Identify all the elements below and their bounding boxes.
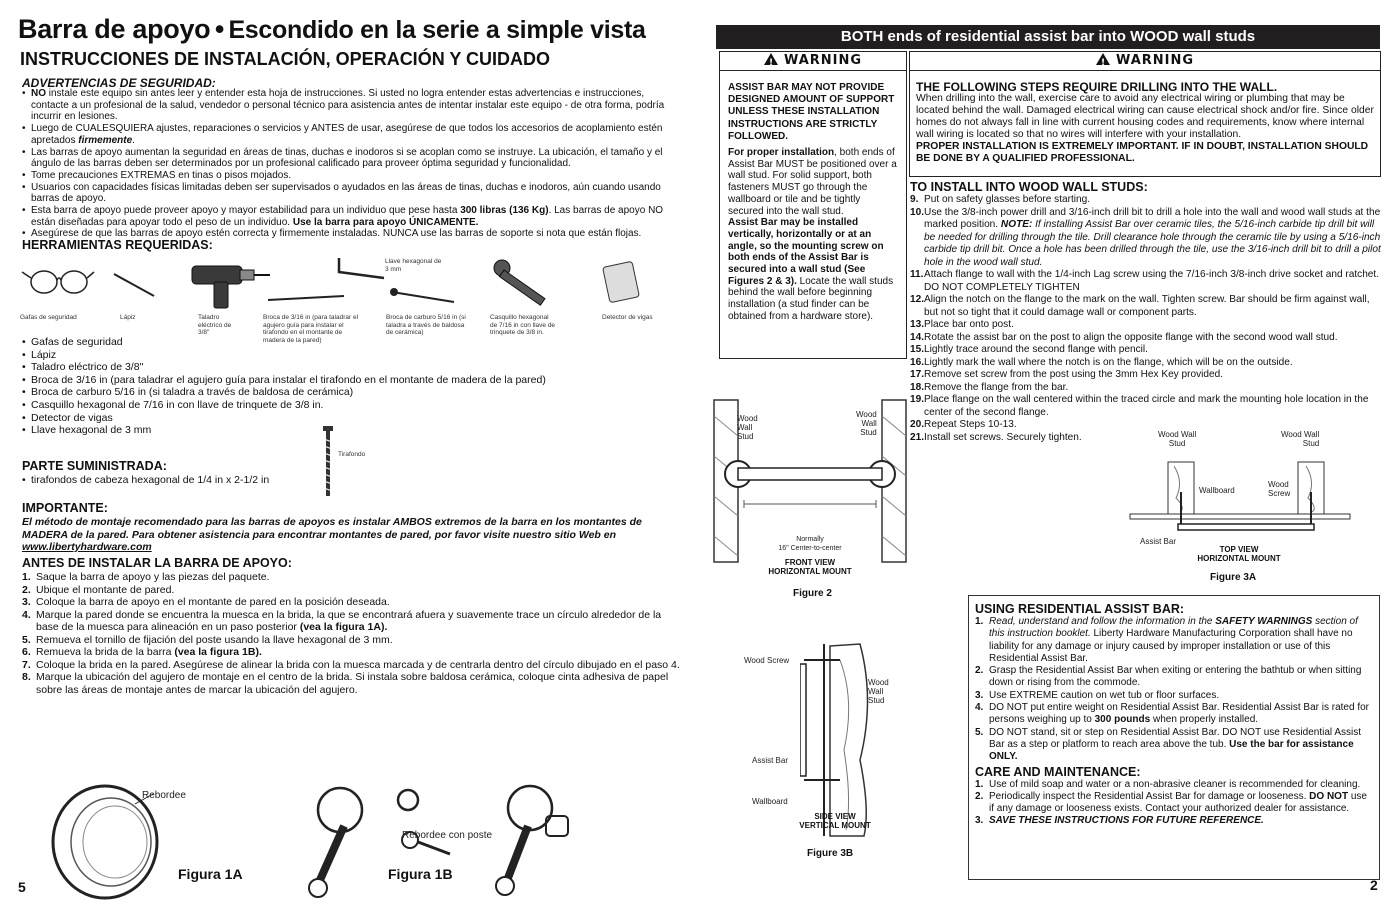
step-number: 1. [975, 778, 984, 790]
tirafondo-label: Tirafondo [338, 451, 366, 458]
step-number: 16. [910, 356, 925, 368]
safety-text: Luego de CUALESQUIERA ajustes, reparaciones o servicios y ANTES de usar, asegúrese de que todos los accesorios de acoplamiento estén apretados [31, 123, 663, 146]
install-step [910, 194, 1382, 207]
fig3a-stud-right: Wood Wall Stud [1281, 430, 1320, 448]
step-text [924, 382, 1382, 395]
step-text [989, 791, 1371, 816]
using-step [975, 702, 1371, 727]
warning-drilling-text: When drilling into the wall, exercise care to avoid any electrical wiring or plumbing that may be located behind the wall. Damaged electrical wiring can cause electrical shock and/or fire. Since older homes do not always fall in line with current housing codes and requirements, know where internal wall wiring is located so that no wires will interfere with your installation. [916, 93, 1374, 140]
step-text-part: Align the notch on the flange to the mark on the wall. Tighten screw. Bar should be firm against wall, but not so tight that it could damage wall or component parts. [924, 294, 1370, 318]
tool-list-item: • Gafas de seguridad [22, 336, 642, 349]
warning-drilling-bold2: PROPER INSTALLATION IS EXTREMELY IMPORTANT. IF IN DOUBT, INSTALLATION SHOULD BE DONE BY A QUALIFIED PROFESSIONAL. [916, 141, 1369, 164]
page-number-left: 5 [18, 879, 26, 895]
step-text-part: SAVE THESE INSTRUCTIONS FOR FUTURE REFERENCE. [989, 815, 1264, 827]
step-text [924, 332, 1382, 345]
step-number: 4. [975, 702, 984, 714]
important-text: El método de montaje recomendado para las barras de apoyos es instalar AMBOS extremos de la barra en los montantes de MADERA de la pared. Para obtener asistencia para encontrar montantes de pared, por favor visite nuestro sitio Web en www.libertyhardware.com [22, 516, 642, 553]
page-subtitle: INSTRUCCIONES DE INSTALACIÓN, OPERACIÓN Y CUIDADO [20, 49, 551, 69]
tool-list-item: • Casquillo hexagonal de 7/16 in con llave de trinquete de 3/8 in. [22, 399, 642, 412]
wood-studs-banner: BOTH ends of residential assist bar into WOOD wall studs [716, 25, 1380, 49]
page-number-right: 2 [1370, 877, 1378, 893]
tool-list-item: • Llave hexagonal de 3 mm [22, 424, 642, 437]
safety-item [22, 170, 682, 182]
step-text-part: Saque la barra de apoyo y las piezas del paquete. [36, 571, 270, 583]
safety-glasses-icon [22, 271, 94, 293]
step-text-part: Put on safety glasses before starting. [924, 194, 1091, 205]
before-heading: ANTES DE INSTALAR LA BARRA DE APOYO: [22, 556, 292, 570]
care-step [975, 791, 1371, 816]
install-step [910, 332, 1382, 345]
step-text [924, 344, 1382, 357]
step-text [36, 634, 682, 647]
figure-1a-label: Figura 1A [178, 866, 243, 882]
title-series: Escondido en la serie a simple vista [228, 16, 646, 44]
step-text-part: Coloque la barra de apoyo en el montante de pared en la posición deseada. [36, 596, 390, 608]
parts-list [22, 474, 322, 487]
fig2-stud-right: Wood Wall Stud [856, 410, 877, 437]
figure-3b-illustration [800, 640, 930, 840]
tool-caption-bit-516: Broca de carburo 5/16 in (si taladra a través de baldosa de cerámica) [386, 314, 466, 336]
install-step [910, 269, 1382, 294]
step-text [989, 727, 1371, 764]
before-step [22, 571, 682, 584]
step-text [924, 294, 1382, 319]
step-text-part: Marque la ubicación del agujero de montaje en el centro de la brida. Si instala sobre baldosa cerámica, coloque cinta adhesiva de papel sobre las áreas de montaje antes de marcar la ubicación del agujero. [36, 671, 669, 696]
figure-1b-label: Figura 1B [388, 866, 453, 882]
warning-box-drilling [909, 51, 1381, 177]
install-step [910, 207, 1382, 270]
tools-heading: HERRAMIENTAS REQUERIDAS: [22, 238, 213, 252]
safety-text: NO [31, 88, 46, 99]
step-number: 12. [910, 294, 925, 305]
safety-item [22, 147, 682, 170]
before-step [22, 596, 682, 609]
fig3a-wood-screw: Wood Screw [1268, 480, 1291, 498]
step-text [989, 690, 1371, 702]
safety-list [22, 88, 682, 240]
step-number: 7. [22, 658, 31, 671]
care-step [975, 779, 1371, 791]
right-page [700, 0, 1400, 912]
fig2-stud-left: Wood Wall Stud [737, 414, 758, 441]
step-text [924, 269, 1382, 294]
tool-caption-glasses: Gafas de seguridad [20, 314, 77, 321]
step-text-part: Attach flange to wall with the 1/4-inch Lag screw using the 7/16-inch 3/8-inch drive socket and ratchet. DO NOT COMPLETELY TIGHTEN [924, 269, 1380, 293]
warning-support-p2: For proper installation, both ends of Assist Bar MUST be positioned over a wall stud. For solid support, both fasteners MUST go through the wallboard or tile and be tightly secured into the wall stud. [728, 147, 897, 217]
install-step [910, 382, 1382, 395]
tool-caption-stud-detector: Detector de vigas [602, 314, 653, 321]
safety-item [22, 123, 682, 146]
install-step [910, 369, 1382, 382]
step-text [924, 319, 1382, 332]
before-step [22, 671, 682, 696]
tool-caption-bit-316: Broca de 3/16 in (para taladrar el agujero guía para instalar el tirafondo en el montante de madera de la pared) [263, 314, 359, 344]
step-text-part: Coloque la brida en la pared. Asegúrese de alinear la brida con la muesca marcada y de centrarla dentro del círculo dibujado en el paso 4. [36, 658, 680, 671]
fig2-normally: Normally 16" Center-to-center [778, 536, 842, 552]
step-text [989, 665, 1371, 690]
page-title [18, 14, 646, 45]
part-item: • tirafondos de cabeza hexagonal de 1/4 in x 2-1/2 in [22, 474, 322, 487]
fig3b-wallboard: Wallboard [752, 797, 788, 806]
step-text-part: Remove the flange from the bar. [924, 381, 1069, 393]
step-text [36, 671, 682, 696]
power-drill-icon [192, 266, 270, 308]
step-number: 15. [910, 344, 925, 355]
figure-3b-label: Figure 3B [807, 848, 854, 859]
step-text [36, 596, 682, 609]
safety-text: Use la barra para apoyo ÚNICAMENTE. [292, 216, 479, 228]
rebordee-poste-label: Rebordee con poste [402, 830, 493, 841]
step-text [989, 779, 1371, 791]
step-text [924, 194, 1382, 207]
install-step [910, 357, 1382, 370]
step-text-part: when properly installed. [1150, 714, 1259, 726]
tool-list-item: • Taladro eléctrico de 3/8" [22, 361, 642, 374]
step-text [924, 207, 1382, 270]
using-step [975, 616, 1371, 665]
step-text [36, 659, 682, 672]
title-bullet: • [214, 14, 224, 44]
fig3b-assist-bar: Assist Bar [752, 756, 789, 765]
tool-list-item: • Broca de 3/16 in (para taladrar el agujero guía para instalar el tirafondo en el montante de madera de la pared) [22, 374, 642, 387]
step-text-part: Liberty Hardware Manufacturing Corporation shall have no liability for any damage or injury caused by improper installation or use of this Residential Assist Bar. [989, 628, 1353, 664]
safety-text: Usuarios con capacidades físicas limitadas deben ser supervisados o ayudados en las áreas de tinas, duchas e inodoros, aún cuando usando barras de apoyo. [31, 181, 661, 205]
step-number: 3. [22, 596, 31, 608]
step-number: 20. [910, 419, 925, 430]
install-step [910, 294, 1382, 319]
using-step [975, 690, 1371, 702]
install-step [910, 394, 1382, 419]
using-step [975, 665, 1371, 690]
tool-illustrations [14, 252, 694, 317]
step-number: 11. [910, 269, 924, 280]
step-text [36, 609, 682, 634]
step-number: 4. [22, 608, 31, 621]
using-care-box [968, 595, 1380, 880]
step-number: 2. [975, 665, 984, 677]
fig3a-assist-bar: Assist Bar [1140, 537, 1177, 546]
step-number: 8. [22, 671, 31, 683]
step-text-part: NOTE: [1000, 219, 1033, 230]
safety-text: Esta barra de apoyo puede proveer apoyo y mayor estabilidad para un individuo que pese hasta [31, 205, 461, 217]
stud-detector-icon [603, 261, 640, 302]
step-text-part: DO NOT [1309, 790, 1349, 802]
step-text-part: Lightly mark the wall where the notch is on the flange, which will be on the outside. [924, 356, 1293, 368]
step-number: 18. [910, 381, 925, 393]
tool-caption-hex-key: Llave hexagonal de 3 mm [385, 258, 442, 273]
warning-support-p3: Assist Bar may be installed vertically, horizontally or at an angle, so the mounting screw on both ends of the Assist Bar is secured into a wall stud (See Figures 2 & 3). Locate the wall studs behind the wall before beginning installation (a stud finder can be obtained from a hardware store). [728, 217, 894, 322]
safety-text: . [132, 134, 135, 146]
step-text-part: Place bar onto post. [924, 319, 1014, 330]
warning-header: !WARNING [720, 52, 906, 71]
fig3b-wood-screw: Wood Screw [744, 656, 790, 665]
step-text-part: If installing Assist Bar over ceramic tiles, the 5/16-inch carbide tip drill bit will be needed for drilling through the tile. Drill clearance hole through the ceramic tile by using a 5/16-inch carbide tip drill bit. Once a hole has been drilled through the tile, use the 3/16-inch drill bit to drill a pilot hole in the wood wall stud. [924, 219, 1381, 268]
before-step [22, 609, 682, 634]
step-number: 5. [975, 726, 984, 738]
before-step [22, 646, 682, 659]
using-heading: USING RESIDENTIAL ASSIST BAR: [975, 602, 1185, 616]
figure-3a-label: Figure 3A [1210, 572, 1257, 583]
using-steps-list [975, 616, 1371, 764]
ratchet-icon [494, 260, 545, 305]
step-text-part: use if any damage or looseness exists. Contact your authorized dealer for assistance. [989, 790, 1367, 815]
parts-heading: PARTE SUMINISTRADA: [22, 459, 167, 473]
figure-2-label: Figure 2 [793, 588, 832, 599]
before-step [22, 659, 682, 672]
safety-item [22, 182, 682, 205]
step-number: 19. [910, 394, 925, 405]
step-number: 3. [975, 815, 984, 827]
install-steps-list [910, 194, 1382, 444]
step-text [989, 702, 1371, 727]
rebordee-label: Rebordee [142, 790, 186, 801]
step-text-part: Use the bar for assistance ONLY. [989, 738, 1354, 763]
warning-triangle-icon [764, 53, 778, 65]
step-number: 1. [22, 571, 31, 583]
step-text-part: Repeat Steps 10-13. [924, 419, 1017, 430]
step-text-part: SAFETY WARNINGS [1215, 616, 1313, 627]
step-text-part: Use the 3/8-inch power drill and 3/16-inch drill bit to drill a hole into the wall and wood wall studs at the marked position. [924, 206, 1381, 230]
step-text-part: Place flange on the wall centered within the traced circle and mark the mounting hole location in the center of the second flange. [924, 394, 1369, 418]
warning-header: !WARNING [910, 52, 1380, 71]
step-text-part: section of this instruction booklet. [989, 616, 1358, 640]
fig3a-stud-left: Wood Wall Stud [1158, 430, 1197, 448]
safety-text: instale este equipo sin antes leer y entender esta hoja de instrucciones. Si usted no logra entender estas advertencias e instrucciones, contacte a un profesional de la salud, vendedor o personal técnico para asistencia antes de intentar instalar este equipo - de otra forma, podría incurrir en lesiones. [31, 88, 665, 123]
hex-key-icon [339, 258, 384, 278]
step-number: 9. [910, 194, 919, 205]
step-text-part: DO NOT put entire weight on Residential Assist Bar. Residential Assist Bar is rated for persons weighing up to [989, 702, 1369, 726]
step-text-part: Use of mild soap and water or a non-abrasive cleaner is recommended for cleaning. [989, 778, 1361, 790]
tool-list-item: • Detector de vigas [22, 412, 642, 425]
tool-list-item: • Lápiz [22, 349, 642, 362]
important-heading: IMPORTANTE: [22, 501, 108, 515]
warning-support-bold: ASSIST BAR MAY NOT PROVIDE DESIGNED AMOUNT OF SUPPORT UNLESS THESE INSTALLATION INSTRUCTIONS ARE STRICTLY FOLLOWED. [728, 82, 895, 142]
before-steps-list [22, 571, 682, 696]
step-number: 10. [910, 206, 925, 218]
step-number: 13. [910, 319, 925, 330]
safety-item [22, 88, 682, 123]
tool-caption-ratchet: Casquillo hexagonal de 7/16 in con llave de trinquete de 3/8 in. [490, 314, 556, 336]
step-text-part: Marque la pared donde se encuentra la muesca en la brida, la que se encontrará afuera y suavemente trace un círculo alrededor de la base de la muesca para alineación en un paso posterior [36, 608, 662, 633]
install-heading: TO INSTALL INTO WOOD WALL STUDS: [910, 180, 1148, 194]
step-text-part: Remueva el tornillo de fijación del poste usando la llave hexagonal de 3 mm. [36, 633, 393, 646]
install-step [910, 344, 1382, 357]
warning-drilling-bold: THE FOLLOWING STEPS REQUIRE DRILLING INTO THE WALL. [916, 80, 1278, 94]
fig2-caption: FRONT VIEW HORIZONTAL MOUNT [768, 558, 852, 576]
drill-bit-516-icon [391, 289, 454, 302]
using-step [975, 727, 1371, 764]
step-text [989, 616, 1371, 665]
step-text-part: Install set screws. Securely tighten. [924, 431, 1082, 443]
safety-text: Asegúrese de que las barras de apoyo estén correcta y firmemente instaladas. NUNCA use las barras de soporte si nota que están flojas. [31, 228, 642, 240]
step-number: 1. [975, 616, 984, 627]
step-text-part: (vea la figura 1B). [174, 646, 262, 658]
step-text [924, 357, 1382, 370]
step-number: 3. [975, 689, 984, 701]
safety-text: firmemente [78, 134, 133, 146]
step-text-part: 300 pounds [1094, 714, 1151, 726]
step-number: 14. [910, 331, 925, 343]
fig3a-caption: TOP VIEW HORIZONTAL MOUNT [1197, 545, 1281, 563]
step-text [924, 394, 1382, 419]
fig3b-caption: SIDE VIEW VERTICAL MOUNT [799, 812, 871, 830]
title-main: Barra de apoyo [18, 14, 211, 44]
step-text-part: Remove set screw from the post using the 3mm Hex Key provided. [924, 369, 1224, 380]
step-text-part: Remueva la brida de la barra [36, 646, 175, 658]
safety-heading: ADVERTENCIAS DE SEGURIDAD: [22, 76, 216, 90]
safety-text: 300 libras (136 Kg) [460, 205, 549, 217]
warning-triangle-icon [1096, 53, 1110, 65]
step-text-part: Read, understand and follow the information in the [989, 616, 1216, 627]
tools-list [22, 336, 642, 437]
step-number: 21. [910, 431, 925, 443]
care-steps-list [975, 779, 1371, 828]
warning-box-support [719, 51, 907, 359]
safety-text: . Las barras de apoyo NO están diseñadas para apoyar todo el peso de un individuo. [31, 205, 664, 228]
step-text-part: Ubique el montante de pared. [36, 583, 175, 596]
step-text-part: Lightly trace around the second flange with pencil. [924, 344, 1148, 355]
lag-screw-icon [318, 424, 338, 498]
safety-item [22, 205, 682, 228]
fig3a-wallboard: Wallboard [1199, 486, 1235, 495]
step-text-part: Grasp the Residential Assist Bar when exiting or entering the bathtub or when sitting down or rising from the commode. [989, 665, 1362, 689]
safety-text: Tome precauciones EXTREMAS en tinas o pisos mojados. [31, 169, 292, 181]
drill-bit-316-icon [268, 296, 344, 300]
fig3b-stud: Wood Wall Stud [868, 678, 889, 705]
step-number: 6. [22, 646, 31, 658]
step-text-part: Rotate the assist bar on the post to align the opposite flange with the second wood wall stud. [924, 331, 1338, 343]
step-number: 5. [22, 633, 31, 646]
safety-text: Las barras de apoyo aumentan la seguridad en áreas de tinas, duchas e inodoros si se acoplan como se instruye. La ubicación, el tamaño y el ángulo de las barras deben ser determinados por un profesional calificado para proveer óptima seguridad y funcionalidad. [31, 146, 663, 170]
pencil-icon [114, 274, 154, 296]
step-text-part: Periodically inspect the Residential Assist Bar for damage or looseness. [989, 790, 1310, 802]
step-text [36, 584, 682, 597]
tool-caption-drill: Taladro eléctrico de 3/8" [198, 314, 232, 336]
step-text [924, 369, 1382, 382]
care-step [975, 815, 1371, 827]
care-heading: CARE AND MAINTENANCE: [975, 764, 1141, 779]
install-step [910, 319, 1382, 332]
before-step [22, 634, 682, 647]
liberty-link[interactable]: www.libertyhardware.com [22, 541, 152, 553]
step-text [36, 646, 682, 659]
tool-list-item: • Broca de carburo 5/16 in (si taladra a través de baldosa de cerámica) [22, 386, 642, 399]
step-text-part: Use EXTREME caution on wet tub or floor surfaces. [989, 689, 1220, 701]
step-number: 2. [975, 790, 984, 802]
tool-caption-pencil: Lápiz [120, 314, 136, 321]
step-number: 17. [910, 369, 925, 380]
step-text [36, 571, 682, 584]
step-text-part: (vea la figura 1A). [299, 621, 388, 633]
step-text [989, 815, 1371, 827]
step-text-part: DO NOT stand, sit or step on Residential Assist Bar. DO NOT use Residential Assist Bar as a step or platform to reach area above the tub. [989, 726, 1362, 750]
before-step [22, 584, 682, 597]
step-number: 2. [22, 583, 31, 596]
